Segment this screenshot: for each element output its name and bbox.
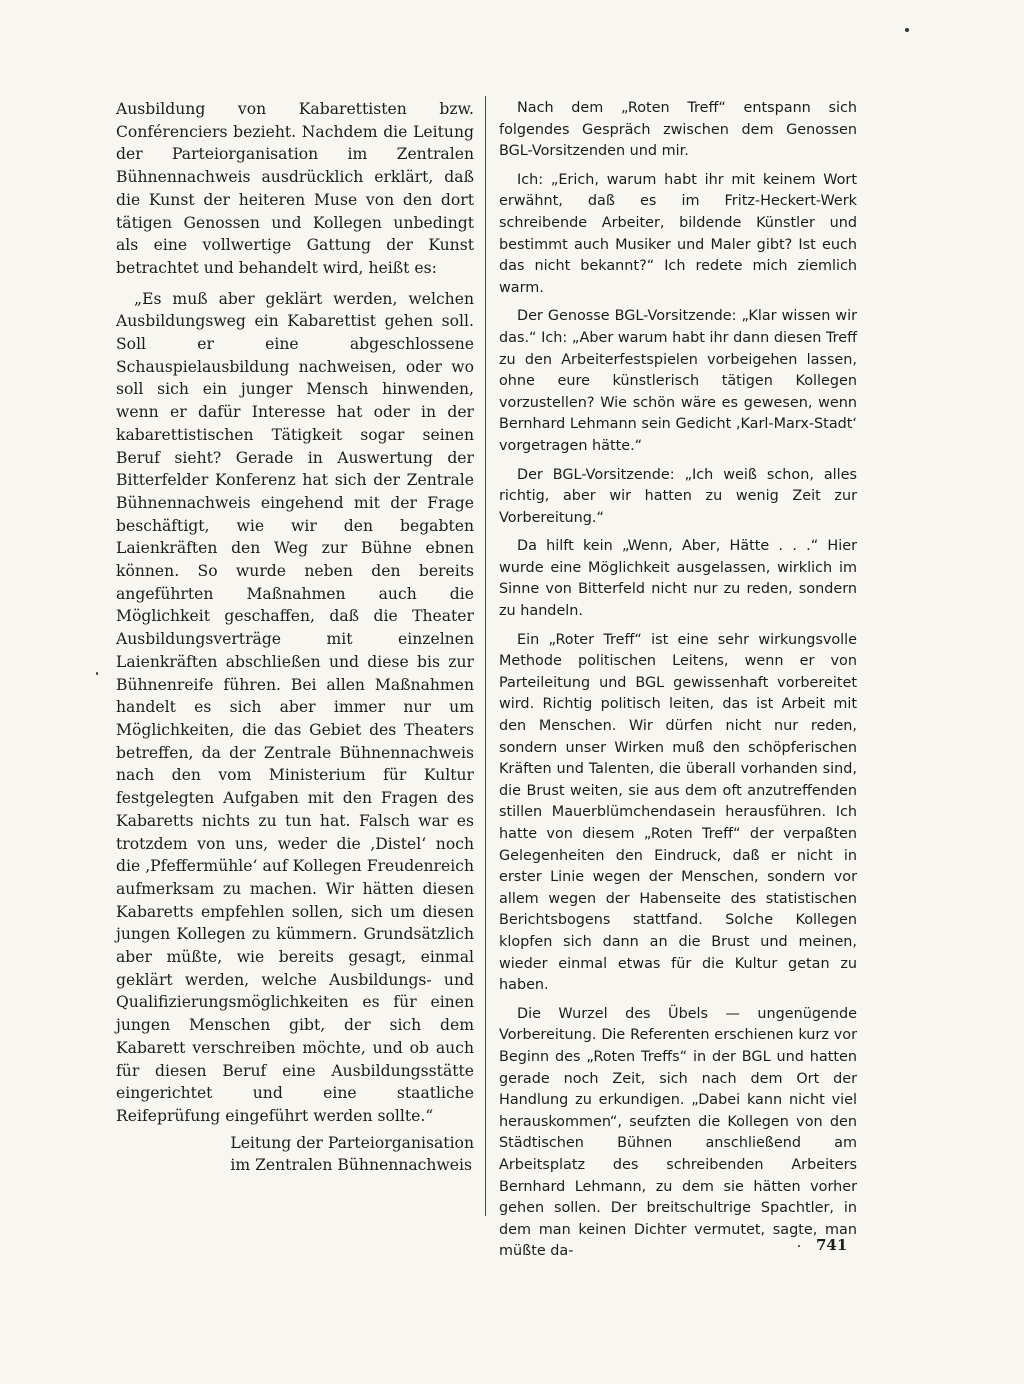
right-paragraph-7: Die Wurzel des Übels — ungenügende Vorbereitung. Die Referenten erschienen kurz vor Beginn des „Roten Treffs“ in der BGL und hatten gerade noch Zeit, sich nach dem Ort der Handlung zu erkundigen. „Dabei kann nicht viel herauskommen“, seufzten die Kollegen von den Städtischen Bühnen anschließend am Arbeitsplatz des schreibenden Arbeiters Bernhard Lehmann, zu dem sie hätten vorher gehen sollen. Der breitschultrige Spachtler, in dem man keinen Dichter vermutet, sagte, man müßte da- bbox=[499, 1005, 857, 1260]
right-paragraph-6: Ein „Roter Treff“ ist eine sehr wirkungsvolle Methode politischen Leitens, wenn er von Parteileitung und BGL gewissenhaft vorbereitet wird. Richtig politisch leiten, das ist Arbeit mit den Menschen. Wir dürfen nicht nur reden, sondern unser Wirken muß den schöpferischen Kräften und Talenten, die überall vorhanden sind, die Brust weiten, sie aus dem oft anzutreffenden stillen Mauerblümchendasein herausführen. Ich hatte von diesem „Roten Treff“ der verpaßten Gelegenheiten den Eindruck, daß er nicht in erster Linie wegen der Menschen, sondern vor allem wegen der Habenseite des statistischen Berichtsbogens stattfand. Solche Kollegen klopfen sich dann an die Brust und meinen, wieder einmal etwas für die Kultur getan zu haben. bbox=[499, 631, 857, 994]
signature-line-2: im Zentralen Bühnennachweis bbox=[230, 1156, 472, 1175]
signature-line-1: Leitung der Parteiorganisation bbox=[230, 1133, 474, 1152]
right-paragraph-4: Der BGL-Vorsitzende: „Ich weiß schon, alles richtig, aber wir hatten zu wenig Zeit zur Vorbereitung.“ bbox=[499, 466, 857, 526]
right-paragraph-3: Der Genosse BGL-Vorsitzende: „Klar wissen wir das.“ Ich: „Aber warum habt ihr dann diesen Treff zu den Arbeiterfestspielen vorbeigehen lassen, ohne eure künstlerisch tätigen Kollegen vorzustellen? Wie schön wäre es gewesen, wenn Bernhard Lehmann sein Gedicht ‚Karl-Marx-Stadt‘ vorgetragen hätte.“ bbox=[499, 308, 857, 454]
right-paragraph-2: Ich: „Erich, warum habt ihr mit keinem Wort erwähnt, daß es im Fritz-Heckert-Werk schreibende Arbeiter, bildende Künstler und bestimmt auch Musiker und Maler gibt? Ist euch das nicht bekannt?“ Ich redete mich ziemlich warm. bbox=[499, 171, 857, 296]
left-paragraph-1: Ausbildung von Kabarettisten bzw. Conférenciers bezieht. Nachdem die Leitung der Parteiorganisation im Zentralen Bühnennachweis ausdrücklich erklärt, daß die Kunst der heiteren Muse von den dort tätigen Genossen und Kollegen unbedingt als eine vollwertige Gattung der Kunst betrachtet und behandelt wird, heißt es: bbox=[116, 100, 474, 277]
right-paragraph-1: Nach dem „Roten Treff“ entspann sich folgendes Gespräch zwischen dem Genossen BGL-Vorsitzenden und mir. bbox=[499, 100, 857, 160]
print-speck bbox=[798, 1245, 800, 1247]
page-number: 741 bbox=[816, 1236, 848, 1254]
print-speck bbox=[96, 672, 98, 675]
column-divider bbox=[485, 96, 486, 1216]
right-column bbox=[499, 98, 857, 1263]
signature-block bbox=[116, 1132, 474, 1177]
print-speck bbox=[905, 28, 909, 32]
left-paragraph-quote: „Es muß aber geklärt werden, welchen Ausbildungsweg ein Kabarettist gehen soll. Soll er eine abgeschlossene Schauspielausbildung nachweisen, oder wo soll sich ein junger Mensch hinwenden, wenn er dafür Interesse hat oder in der kabarettistischen Tätigkeit sogar seinen Beruf sieht? Gerade in Auswertung der Bitterfelder Konferenz hat sich der Zentrale Bühnennachweis eingehend mit der Frage beschäftigt, wie wir den begabten Laienkräften den Weg zur Bühne ebnen können. So wurde neben den bereits angeführten Maßnahmen auch die Möglichkeit geschaffen, daß die Theater Ausbildungsverträge mit einzelnen Laienkräften abschließen und diese bis zur Bühnenreife führen. Bei allen Maßnahmen handelt es sich aber immer nur um Möglichkeiten, die das Gebiet des Theaters betreffen, da der Zentrale Bühnennachweis nach den vom Ministerium für Kultur festgelegten Aufgaben mit den Fragen des Kabaretts nichts zu tun hat. Falsch war es trotzdem von uns, weder die ‚Distel‘ noch die ‚Pfeffermühle‘ auf Kollegen Freudenreich aufmerksam zu machen. Wir hätten diesen Kabaretts empfehlen sollen, sich um diesen jungen Kollegen zu kümmern. Grundsätzlich aber müßte, wie bereits gesagt, einmal geklärt werden, welche Ausbildungs- und Qualifizierungsmöglichkeiten es für einen jungen Menschen gibt, der sich dem Kabarett verschreiben möchte, und ob auch für diesen Beruf eine Ausbildungsstätte eingerichtet und eine staatliche Reifeprüfung eingeführt werden sollte.“ bbox=[116, 289, 474, 1125]
left-column bbox=[116, 98, 474, 1177]
right-paragraph-5: Da hilft kein „Wenn, Aber, Hätte . . .“ Hier wurde eine Möglichkeit ausgelassen, wirklich im Sinne von Bitterfeld nicht nur zu reden, sondern zu handeln. bbox=[499, 538, 857, 620]
